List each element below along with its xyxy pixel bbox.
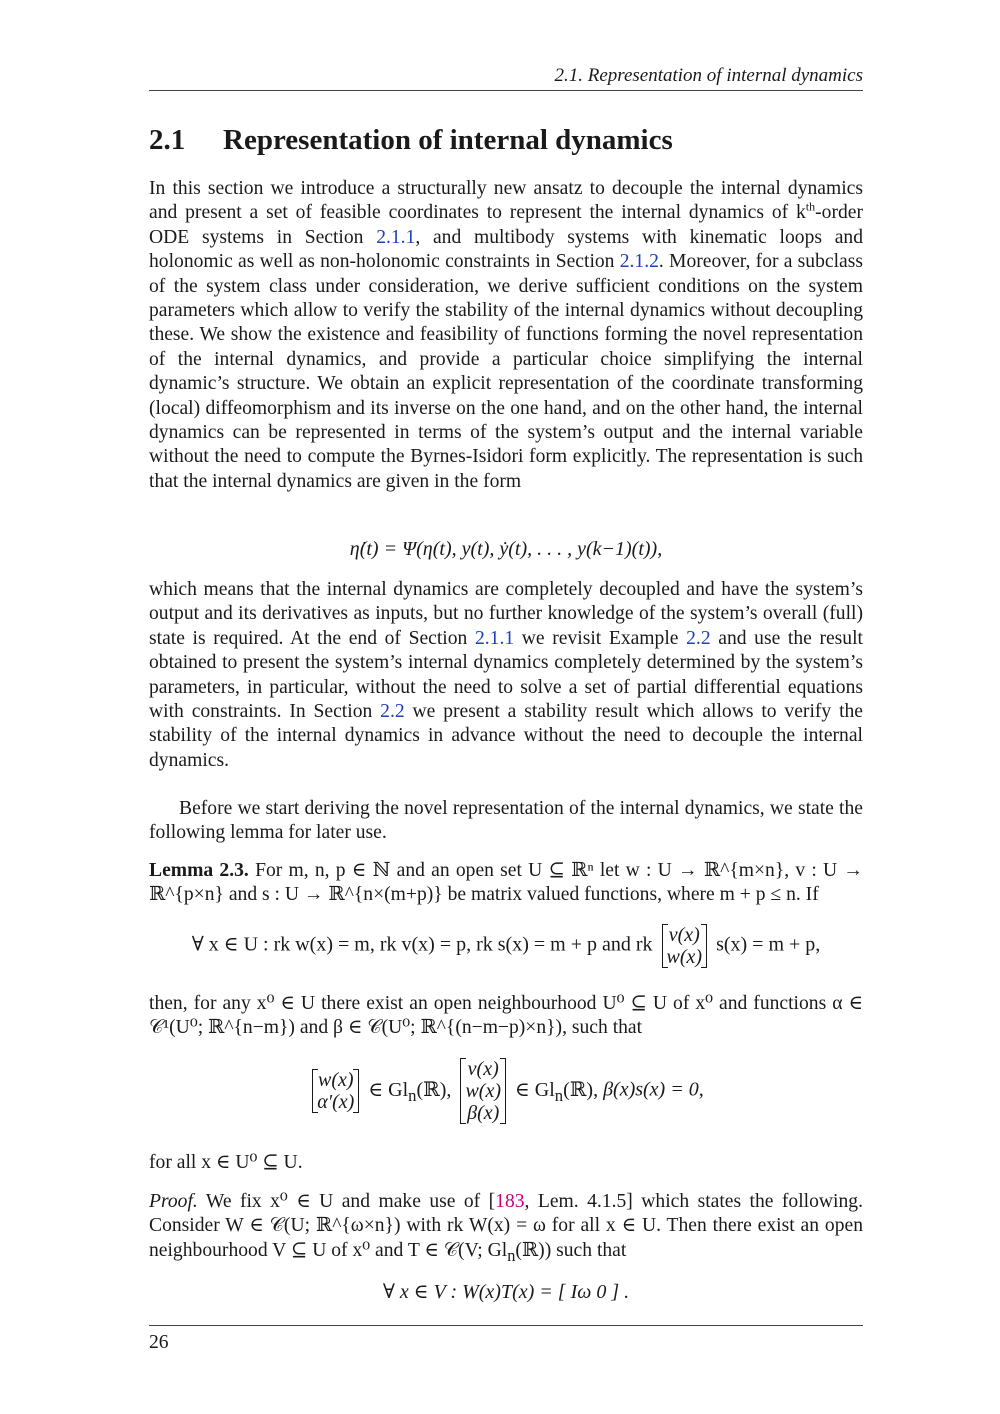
intro-paragraph bbox=[149, 177, 863, 494]
eq2-right: s(x) = m + p, bbox=[716, 933, 821, 956]
proof-text-b: , Lem. 4.1.5] which states the following. Consider W ∈ 𝒞(U; ℝ^{ω×n}) with rk W(x) = ω for all x ∈ U. Then there exist an open neighbourhood V ⊆ U of x⁰ and T ∈ 𝒞(V; Gl bbox=[149, 1191, 863, 1261]
intro-text-c: , and multibody systems with kinematic loops and holonomic as well as non-holonomic constraints in Section bbox=[149, 226, 863, 273]
paragraph-decoupled bbox=[149, 578, 863, 773]
paragraph-before-lemma: Before we start deriving the novel representation of the internal dynamics, we state the following lemma for later use. bbox=[149, 798, 863, 844]
matrix-entry: w(x) bbox=[666, 946, 703, 968]
gl-subscript: n bbox=[408, 1085, 417, 1105]
intro-text-a: In this section we introduce a structurally new ansatz to decouple the internal dynamics and present a set of feasible coordinates to represent the internal dynamics of k bbox=[149, 178, 863, 224]
header-rule bbox=[149, 90, 863, 91]
p2-text-a: which means that the internal dynamics are completely decoupled and have the system’s output and its derivatives as inputs, but no further knowledge of the system’s overall (full) state is required. At the end of Section bbox=[149, 579, 863, 649]
proof-paragraph bbox=[149, 1190, 863, 1268]
citation-183[interactable]: 183 bbox=[495, 1191, 525, 1212]
lemma-statement bbox=[149, 859, 863, 908]
intro-text-d: . Moreover, for a subclass of the system class under consideration, we derive sufficient conditions on the system parameters which allow to verify the stability of the internal dynamics without decoupling these. We show the existence and feasibility of functions forming the novel representation of the internal dynamics, and provide a particular choice simplifying the internal dynamic’s structure. We obtain an explicit representation of the coordinate transforming (local) diffeomorphism and its inverse on the one hand, and on the other hand, the internal dynamics can be represented in terms of the system’s output and the internal variable without the need to compute the Byrnes-Isidori form explicitly. The representation is such that the internal dynamics are given in the form bbox=[149, 251, 863, 492]
equation-gl-conditions bbox=[149, 1058, 863, 1124]
matrix-entry: w(x) bbox=[465, 1080, 501, 1102]
gl-tail: (ℝ), bbox=[563, 1078, 599, 1101]
link-section-2-1-2[interactable]: 2.1.2 bbox=[619, 251, 659, 273]
matrix-v-w-beta bbox=[460, 1058, 506, 1124]
equation-internal-dynamics: η̇(t) = Ψ(η(t), y(t), ẏ(t), . . . , y(k−1)(t)), bbox=[349, 538, 663, 560]
matrix-vw bbox=[662, 924, 708, 968]
intro-text-b: -order ODE systems in Section bbox=[149, 202, 863, 248]
gl-membership-1 bbox=[368, 1078, 452, 1105]
running-header: 2.1. Representation of internal dynamics bbox=[554, 65, 863, 86]
section-heading bbox=[149, 120, 863, 160]
gl-subscript: n bbox=[554, 1085, 564, 1105]
section-number: 2.1 bbox=[149, 124, 186, 156]
proof-text-c: (ℝ)) such that bbox=[515, 1239, 627, 1261]
proof-text-a: We fix x⁰ ∈ U and make use of [ bbox=[205, 1191, 496, 1212]
link-section-2-1-1[interactable]: 2.1.1 bbox=[376, 226, 416, 248]
equation-rank-conditions bbox=[149, 924, 863, 968]
gl-symbol: ∈ Gl bbox=[368, 1078, 409, 1101]
p2-text-d: we present a stability result which allows to verify the stability of the internal dynamics in advance without the need to decouple the internal dynamics. bbox=[149, 701, 864, 771]
paragraph-for-all: for all x ∈ U⁰ ⊆ U. bbox=[149, 1152, 303, 1173]
lemma-label: Lemma 2.3. bbox=[149, 860, 249, 881]
matrix-entry: α′(x) bbox=[317, 1091, 355, 1113]
matrix-entry: v(x) bbox=[668, 924, 700, 946]
p2-text-c: and use the result obtained to present the system’s internal dynamics completely determined by the system’s parameters, in particular, without the need to solve a set of partial differential equations with constraints. In Section bbox=[149, 627, 863, 723]
gl-membership-2 bbox=[514, 1078, 599, 1105]
matrix-entry: v(x) bbox=[467, 1058, 499, 1080]
link-section-2-1-1-b[interactable]: 2.1.1 bbox=[474, 627, 515, 649]
matrix-w-alpha bbox=[312, 1069, 359, 1113]
lemma-text: For m, n, p ∈ ℕ and an open set U ⊆ ℝⁿ let w : U → ℝ^{m×n}, v : U → ℝ^{p×n} and s : U → ℝ^{n×(m+p)} be matrix valued functions, where m + p ≤ n. If bbox=[149, 860, 864, 906]
footer-rule bbox=[149, 1325, 863, 1326]
eq3-tail: β(x)s(x) = 0, bbox=[603, 1078, 704, 1101]
page-number: 26 bbox=[149, 1332, 169, 1353]
p2-text-b: we revisit Example bbox=[514, 627, 687, 649]
eq2-left: ∀ x ∈ U : rk w(x) = m, rk v(x) = p, rk s(x) = m + p and rk bbox=[191, 933, 653, 956]
superscript-th: th bbox=[805, 199, 816, 214]
link-example-2-2[interactable]: 2.2 bbox=[686, 627, 711, 649]
paragraph-then: then, for any x⁰ ∈ U there exist an open neighbourhood U⁰ ⊆ U of x⁰ and functions α ∈ 𝒞¹(U⁰; ℝ^{n−m}) and β ∈ 𝒞(U⁰; ℝ^{(n−m−p)×n}), such that bbox=[149, 993, 863, 1039]
proof-subscript: n bbox=[507, 1245, 516, 1265]
section-title: Representation of internal dynamics bbox=[223, 124, 673, 156]
gl-symbol: ∈ Gl bbox=[514, 1078, 555, 1101]
gl-tail: (ℝ), bbox=[416, 1078, 452, 1101]
proof-label: Proof. bbox=[149, 1191, 198, 1212]
link-section-2-2[interactable]: 2.2 bbox=[380, 701, 405, 723]
matrix-entry: w(x) bbox=[318, 1069, 354, 1091]
equation-wt: ∀ x ∈ V : W(x)T(x) = [ Iω 0 ] . bbox=[382, 1281, 630, 1303]
matrix-entry: β(x) bbox=[467, 1102, 500, 1124]
